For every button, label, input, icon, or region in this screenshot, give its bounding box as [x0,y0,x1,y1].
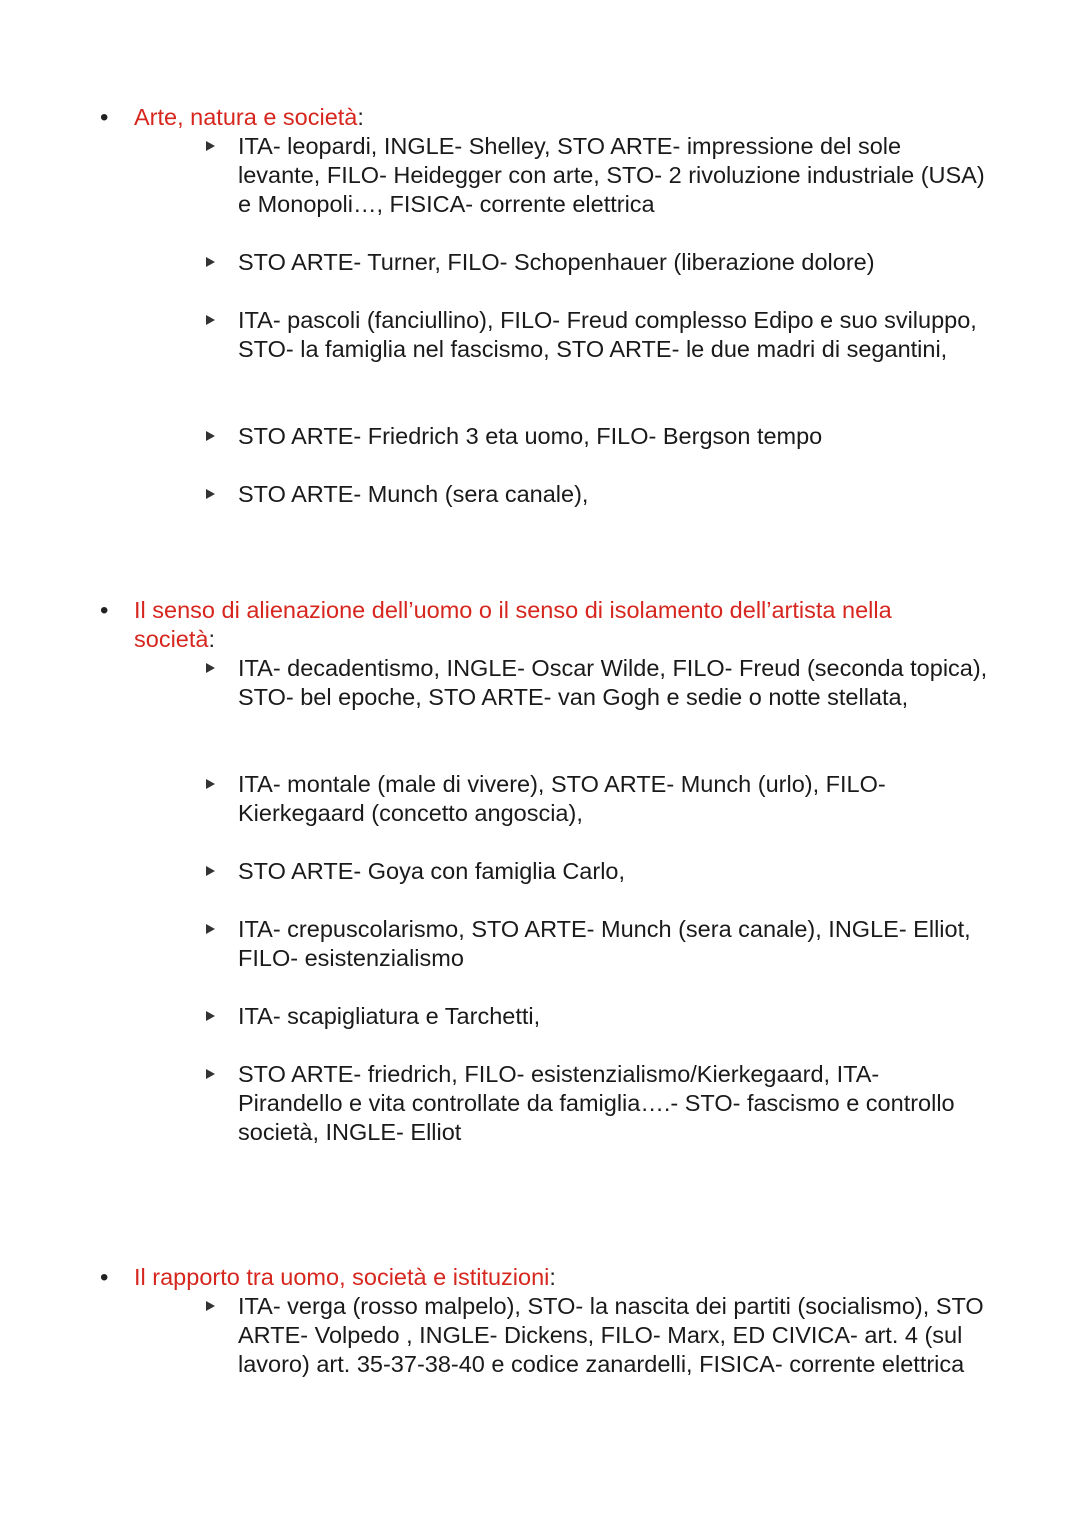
triangle-bullet-icon [206,1069,215,1079]
triangle-bullet-icon [206,431,215,441]
list-item-text: ITA- pascoli (fanciullino), FILO- Freud complesso Edipo e suo sviluppo, STO- la famiglia nel fascismo, STO ARTE- le due madri di segantini, [238,307,977,362]
list-item-text: ITA- crepuscolarismo, STO ARTE- Munch (sera canale), INGLE- Elliot, FILO- esistenzialismo [238,916,971,971]
section-bullet: • [100,1264,109,1291]
triangle-bullet-icon [206,141,215,151]
section-bullet: • [100,597,109,624]
triangle-bullet-icon [206,1011,215,1021]
section-title [134,596,974,654]
list-item-text: ITA- scapigliatura e Tarchetti, [238,1003,541,1029]
list-item-text: STO ARTE- Friedrich 3 eta uomo, FILO- Bergson tempo [238,423,823,449]
section-title-colon: : [208,626,215,652]
list-item-text: STO ARTE- friedrich, FILO- esistenzialismo/Kierkegaard, ITA- Pirandello e vita controllate da famiglia….- STO- fascismo e controllo società, INGLE- Elliot [238,1061,955,1145]
triangle-bullet-icon [206,924,215,934]
section-title-text: Il senso di alienazione dell’uomo o il senso di isolamento dell’artista nella società [134,597,892,652]
triangle-bullet-icon [206,1301,215,1311]
section-title [134,1263,974,1292]
section-title-colon: : [357,104,364,130]
triangle-bullet-icon [206,257,215,267]
section-title [134,103,974,132]
triangle-bullet-icon [206,663,215,673]
list-item-text: STO ARTE- Goya con famiglia Carlo, [238,858,626,884]
list-item-text: ITA- leopardi, INGLE- Shelley, STO ARTE- impressione del sole levante, FILO- Heidegger con arte, STO- 2 rivoluzione industriale (USA) e Monopoli…, FISICA- corrente elettrica [238,133,985,217]
list-item-text: ITA- montale (male di vivere), STO ARTE- Munch (urlo), FILO- Kierkegaard (concetto angoscia), [238,771,886,826]
section-title-text: Arte, natura e società [134,104,358,130]
triangle-bullet-icon [206,866,215,876]
triangle-bullet-icon [206,315,215,325]
list-item-text: ITA- verga (rosso malpelo), STO- la nascita dei partiti (socialismo), STO ARTE- Volpedo , INGLE- Dickens, FILO- Marx, ED CIVICA- art. 4 (sul lavoro) art. 35-37-38-40 e codice zanardelli, FISICA- corrente elettrica [238,1293,984,1377]
section-title-text: Il rapporto tra uomo, società e istituzioni [134,1264,550,1290]
list-item-text: STO ARTE- Munch (sera canale), [238,481,589,507]
section-bullet: • [100,104,109,131]
list-item-text: ITA- decadentismo, INGLE- Oscar Wilde, FILO- Freud (seconda topica), STO- bel epoche, STO ARTE- van Gogh e sedie o notte stellata, [238,655,988,710]
list-item-text: STO ARTE- Turner, FILO- Schopenhauer (liberazione dolore) [238,249,875,275]
triangle-bullet-icon [206,489,215,499]
triangle-bullet-icon [206,779,215,789]
section-title-colon: : [549,1264,556,1290]
